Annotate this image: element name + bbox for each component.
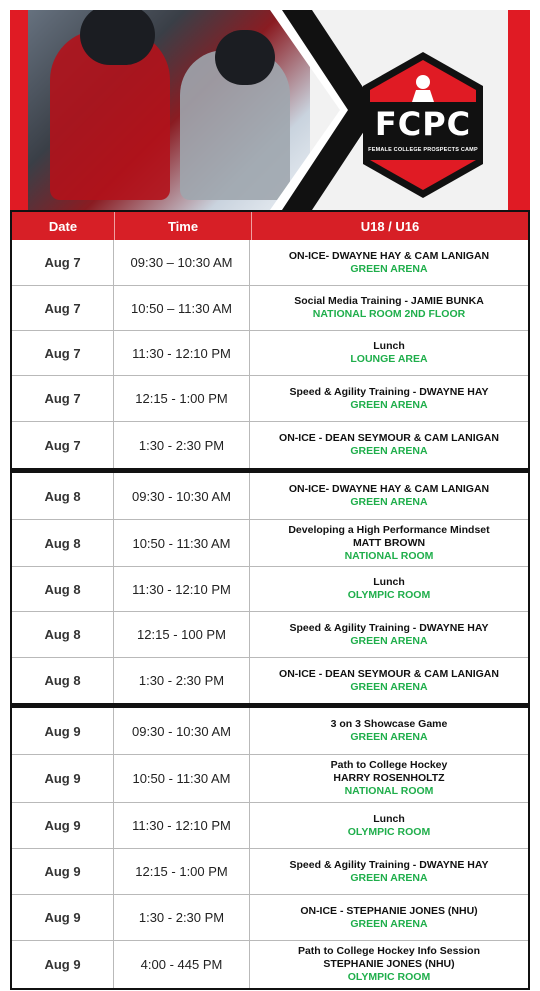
activity-title: Speed & Agility Training - DWAYNE HAY	[289, 385, 489, 398]
date-cell: Aug 9	[12, 849, 114, 894]
activity-cell	[250, 422, 528, 468]
table-row	[12, 519, 528, 566]
activity-location: GREEN ARENA	[350, 871, 428, 884]
date-cell: Aug 9	[12, 941, 114, 988]
activity-location: GREEN ARENA	[350, 398, 428, 411]
activity-title: 3 on 3 Showcase Game	[330, 718, 448, 730]
activity-location: GREEN ARENA	[350, 445, 428, 457]
time-cell: 1:30 - 2:30 PM	[114, 422, 250, 468]
time-cell: 09:30 - 10:30 AM	[114, 708, 250, 754]
activity-cell	[250, 708, 528, 754]
activity-cell	[250, 895, 528, 940]
activity-title: ON-ICE - DEAN SEYMOUR & CAM LANIGAN	[279, 667, 499, 680]
activity-title: MATT BROWN	[352, 536, 426, 549]
table-row	[12, 375, 528, 421]
logo-subtitle: FEMALE COLLEGE PROSPECTS CAMP	[368, 147, 478, 153]
helmet-left	[80, 10, 155, 65]
table-row	[12, 708, 528, 754]
activity-title: STEPHANIE JONES (NHU)	[323, 958, 455, 970]
activity-cell	[250, 567, 528, 611]
activity-location: OLYMPIC ROOM	[347, 825, 431, 838]
time-cell: 09:30 - 10:30 AM	[114, 473, 250, 519]
activity-cell	[250, 473, 528, 519]
activity-cell	[250, 755, 528, 802]
table-header	[10, 210, 530, 240]
date-cell: Aug 8	[12, 520, 114, 566]
activity-location: GREEN ARENA	[350, 634, 428, 647]
date-cell: Aug 7	[12, 376, 114, 421]
table-row	[12, 240, 528, 285]
date-column-header: Date	[12, 212, 115, 240]
group-column-header: U18 / U16	[360, 218, 420, 234]
activity-cell	[250, 331, 528, 375]
schedule-page	[10, 10, 530, 983]
date-cell: Aug 9	[12, 755, 114, 802]
activity-location: NATIONAL ROOM	[344, 549, 434, 562]
activity-cell	[250, 286, 528, 330]
date-cell: Aug 8	[12, 612, 114, 657]
schedule-table	[10, 210, 530, 990]
hockey-players-photo	[10, 10, 310, 210]
time-cell: 1:30 - 2:30 PM	[114, 895, 250, 940]
table-row	[12, 940, 528, 988]
activity-title: Speed & Agility Training - DWAYNE HAY	[289, 858, 489, 871]
header-banner	[10, 10, 530, 210]
activity-cell	[250, 849, 528, 894]
time-cell: 09:30 – 10:30 AM	[114, 240, 250, 285]
activity-cell	[250, 941, 528, 988]
activity-cell	[250, 240, 528, 285]
logo-title: FCPC	[374, 105, 472, 143]
activity-cell	[250, 612, 528, 657]
table-row	[12, 473, 528, 519]
date-cell: Aug 7	[12, 331, 114, 375]
table-row	[12, 754, 528, 802]
day-group	[10, 470, 530, 705]
day-groups	[10, 240, 530, 990]
date-cell: Aug 8	[12, 473, 114, 519]
time-cell: 1:30 - 2:30 PM	[114, 658, 250, 703]
activity-location: OLYMPIC ROOM	[347, 589, 431, 601]
time-cell: 10:50 - 11:30 AM	[114, 520, 250, 566]
date-cell: Aug 9	[12, 803, 114, 848]
activity-location: LOUNGE AREA	[350, 353, 428, 365]
time-cell: 12:15 - 1:00 PM	[114, 849, 250, 894]
table-row	[12, 657, 528, 703]
activity-title: ON-ICE- DWAYNE HAY & CAM LANIGAN	[288, 483, 490, 495]
table-row	[12, 330, 528, 375]
date-cell: Aug 9	[12, 708, 114, 754]
activity-title: Developing a High Performance Mindset	[288, 523, 490, 536]
table-row	[12, 894, 528, 940]
table-row	[12, 611, 528, 657]
date-cell: Aug 7	[12, 240, 114, 285]
date-cell: Aug 8	[12, 567, 114, 611]
date-cell: Aug 7	[12, 286, 114, 330]
activity-title: Path to College Hockey Info Session	[297, 945, 481, 957]
time-cell: 11:30 - 12:10 PM	[114, 567, 250, 611]
activity-title: ON-ICE- DWAYNE HAY & CAM LANIGAN	[288, 249, 490, 262]
red-stripe-right	[508, 10, 530, 210]
activity-title: Social Media Training - JAMIE BUNKA	[294, 295, 484, 307]
table-row	[12, 285, 528, 330]
activity-cell	[250, 376, 528, 421]
activity-title: Speed & Agility Training - DWAYNE HAY	[289, 621, 489, 634]
date-cell: Aug 9	[12, 895, 114, 940]
date-cell: Aug 8	[12, 658, 114, 703]
time-cell: 11:30 - 12:10 PM	[114, 331, 250, 375]
activity-title: Lunch	[373, 812, 405, 825]
activity-title: HARRY ROSENHOLTZ	[333, 772, 445, 784]
table-row	[12, 421, 528, 468]
table-row	[12, 848, 528, 894]
fcpc-logo	[358, 50, 488, 200]
time-cell: 10:50 - 11:30 AM	[114, 755, 250, 802]
activity-location: GREEN ARENA	[350, 917, 428, 930]
activity-title: ON-ICE - DEAN SEYMOUR & CAM LANIGAN	[279, 432, 499, 444]
helmet-right	[215, 30, 275, 85]
day-group	[10, 705, 530, 990]
activity-cell	[250, 520, 528, 566]
activity-title: Lunch	[373, 340, 405, 352]
time-column-header: Time	[115, 212, 252, 240]
activity-location: OLYMPIC ROOM	[347, 971, 431, 983]
time-cell: 12:15 - 1:00 PM	[114, 376, 250, 421]
day-group	[10, 240, 530, 470]
time-cell: 11:30 - 12:10 PM	[114, 803, 250, 848]
activity-location: GREEN ARENA	[350, 496, 428, 508]
activity-location: NATIONAL ROOM	[344, 785, 434, 797]
time-cell: 12:15 - 100 PM	[114, 612, 250, 657]
activity-cell	[250, 803, 528, 848]
activity-location: GREEN ARENA	[350, 262, 428, 275]
time-cell: 10:50 – 11:30 AM	[114, 286, 250, 330]
date-cell: Aug 7	[12, 422, 114, 468]
table-row	[12, 802, 528, 848]
activity-location: GREEN ARENA	[350, 680, 428, 693]
red-stripe-left	[10, 10, 28, 210]
activity-title: ON-ICE - STEPHANIE JONES (NHU)	[300, 904, 478, 917]
activity-cell	[250, 658, 528, 703]
time-cell: 4:00 - 445 PM	[114, 941, 250, 988]
activity-location: NATIONAL ROOM 2ND FLOOR	[312, 308, 466, 320]
table-row	[12, 566, 528, 611]
activity-title: Lunch	[373, 576, 405, 588]
activity-title: Path to College Hockey	[330, 759, 448, 771]
activity-location: GREEN ARENA	[350, 731, 428, 743]
